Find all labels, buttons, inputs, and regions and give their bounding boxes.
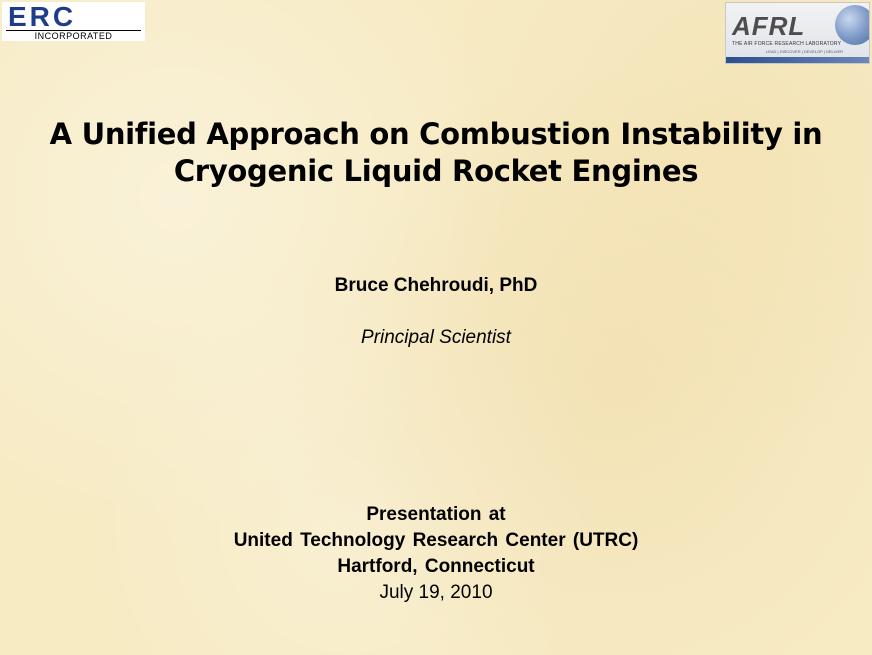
erc-logo-mark: ERC xyxy=(8,1,77,32)
slide-title xyxy=(0,116,872,190)
presentation-info xyxy=(0,502,872,606)
afrl-logo-tagline: LEAD | DISCOVER | DEVELOP | DELIVER xyxy=(766,49,844,54)
afrl-logo-subtitle: THE AIR FORCE RESEARCH LABORATORY xyxy=(732,41,842,47)
author-name: Bruce Chehroudi, PhD xyxy=(334,275,538,296)
erc-logo xyxy=(2,2,145,41)
afrl-logo-mark: AFRL xyxy=(732,11,806,41)
presentation-location: Hartford, Connecticut xyxy=(337,556,535,577)
erc-logo-subtitle: INCORPORATED xyxy=(6,30,141,41)
presentation-at: Presentation at xyxy=(366,504,506,525)
afrl-logo-bar xyxy=(726,57,869,63)
author-role: Principal Scientist xyxy=(361,327,511,348)
globe-icon xyxy=(835,5,870,45)
afrl-logo xyxy=(725,2,870,64)
slide-title-line-2: Cryogenic Liquid Rocket Engines xyxy=(173,154,699,188)
presentation-venue: United Technology Research Center (UTRC) xyxy=(233,530,639,551)
slide-title-line-1: A Unified Approach on Combustion Instability in xyxy=(49,117,823,151)
presentation-date: July 19, 2010 xyxy=(379,582,493,603)
